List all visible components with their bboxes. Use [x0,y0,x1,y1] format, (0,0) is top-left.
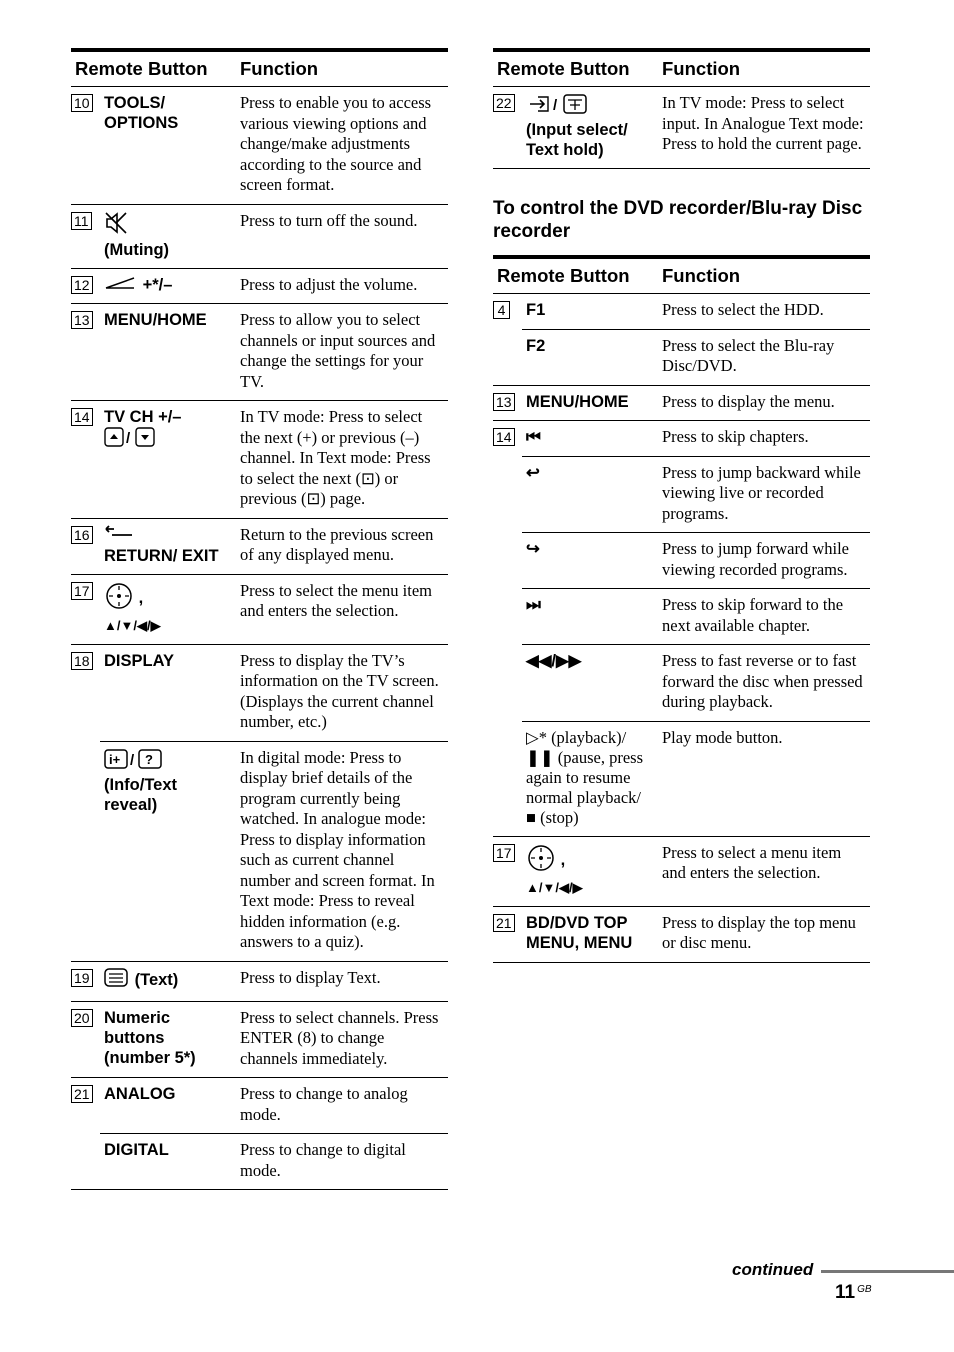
table-row [71,87,448,205]
skip-back-icon: ⏮ [526,428,541,446]
svg-text:/: / [553,97,558,114]
table-row [71,519,448,575]
svg-text:i+: i+ [109,751,121,767]
function-text: Press to enable you to access various viewing options and change/make adjustments according to the source and screen format. [240,93,432,194]
function-text: Press to skip chapters. [662,427,809,446]
row-number: 21 [493,914,515,932]
function-text: Press to select the menu item and enters the selection. [240,580,432,621]
header-remote-button: Remote Button [497,265,630,286]
table-row [71,269,448,305]
enter-circle-icon [104,581,134,616]
page-suffix: GB [857,1284,872,1295]
function-text: Press to select channels. Press ENTER (8) to change channels immediately. [240,1007,439,1068]
row-number: 11 [71,212,92,230]
function-text: Press to display the menu. [662,391,835,411]
table-row [71,401,448,519]
function-text: Press to display the top menu or disc menu. [662,912,856,952]
continued-label: continued [732,1260,814,1279]
section-title: To control the DVD recorder/Blu-ray Disc recorder [493,198,863,242]
row-number: 20 [71,1009,93,1027]
row-number: 16 [71,526,93,544]
function-text: Press to display the TV’s information on the TV screen. (Displays the current channel number, etc.) [240,650,439,732]
input-select-icon [526,93,654,120]
row-number: 10 [71,94,93,112]
row-number: 12 [71,276,93,294]
table-row [71,304,448,401]
button-name: DIGITAL [104,1141,169,1160]
table-row [71,1002,448,1079]
mute-icon [104,211,232,240]
header-function: Function [662,58,741,79]
arrow-buttons: ▲/▼/◀/▶ [526,879,583,895]
function-text: Return to the previous screen of any displayed menu. [240,524,434,565]
button-name: TV CH +/– [104,408,182,427]
table-row [493,907,870,963]
svg-text:?: ? [145,751,153,767]
button-name: (Muting) [104,240,170,259]
enter-circle-icon [526,843,556,878]
row-number: 14 [71,408,93,426]
svg-text:/: / [130,751,135,769]
text-page-up-down-icon [104,427,232,452]
table-row [71,575,448,645]
info-reveal-icon [104,748,232,775]
left-table [71,48,448,1190]
row-number: 21 [71,1085,93,1103]
row-number: 22 [493,94,515,112]
fast-reverse-forward-icon: ◀◀/▶▶ [526,652,582,670]
header-function: Function [240,58,319,79]
table-row [493,386,870,422]
row-number: 13 [493,393,515,411]
function-text: Press to jump forward while viewing recorded programs. [662,539,849,579]
arrow-buttons: ▲/▼/◀/▶ [104,617,161,633]
button-name: TOOLS/ OPTIONS [104,94,179,132]
function-text: Press to change to digital mode. [240,1140,406,1180]
row-number: 4 [493,301,510,319]
function-text: In digital mode: Press to display brief details of the program currently being watched. In analogue mode: Press to display information such as current channel number and screen format. In Text mode: Press to reveal hidden information (e.g. answers to a quiz). [240,747,435,952]
button-name: , [560,850,566,869]
jump-forward-icon: ↪ [526,540,540,558]
function-text: Press to skip forward to the next available chapter. [662,595,844,635]
table-header [493,52,870,87]
return-icon [104,525,232,546]
function-text: Press to allow you to select channels or input sources and change the settings for your TV. [240,310,436,391]
right-column [493,48,870,963]
row-number: 17 [493,844,515,862]
button-name: MENU/HOME [104,311,207,330]
header-remote-button: Remote Button [75,58,208,79]
function-text: Press to fast reverse or to fast forward the disc when pressed during playback. [662,651,863,711]
header-remote-button: Remote Button [497,58,630,79]
header-function: Function [662,265,741,286]
function-text: Press to turn off the sound. [240,210,418,230]
function-text: In TV mode: Press to select the next (+) or previous (–) channel. In Text mode: Press to select the next (⊡) or previous (⊡) page. [240,407,431,509]
table-row [493,87,870,169]
button-name: ANALOG [104,1085,176,1104]
row-number: 17 [71,582,93,600]
button-name: Numeric buttons (number 5*) [104,1008,196,1067]
skip-forward-icon: ⏭ [526,596,541,614]
button-name: F1 [526,301,546,319]
table-row [71,645,448,962]
function-text: Press to jump backward while viewing live or recorded programs. [662,462,861,523]
button-name: (Text) [134,970,179,989]
button-name: RETURN/ EXIT [104,546,219,565]
button-name: BD/DVD TOP MENU, MENU [526,913,633,952]
function-text: Press to display Text. [240,967,381,987]
function-text: Press to select a menu item and enters the selection. [662,842,842,882]
volume-icon [104,275,138,295]
row-number: 19 [71,969,93,987]
jump-back-icon: ↩ [526,463,540,482]
table-row [493,294,870,386]
table-row [71,205,448,269]
text-icon [104,968,130,993]
table-row [71,962,448,1002]
continued-rule [821,1270,954,1273]
button-name: MENU/HOME [526,392,629,411]
button-name: (Info/Text reveal) [104,775,178,814]
function-text: Press to select the HDD. [662,300,824,319]
play-pause-stop-label: ▷* (playback)/ ❚❚ (pause, press again to resume normal playback/ ■ (stop) [526,727,643,827]
row-number: 13 [71,311,93,329]
function-text: In TV mode: Press to select input. In Analogue Text mode: Press to hold the current page. [662,93,864,153]
page-number-value: 11 [835,1282,856,1303]
table-row [493,421,870,837]
button-name: F2 [526,336,546,355]
table-row [493,837,870,907]
table-header [493,259,870,294]
button-name: DISPLAY [104,651,174,670]
right-table-bottom [493,255,870,963]
row-number: 18 [71,652,93,670]
page-number [835,1282,872,1304]
row-number: 14 [493,428,515,446]
function-text: Press to adjust the volume. [240,274,418,294]
right-table-top [493,48,870,169]
function-text: Press to change to analog mode. [240,1084,408,1124]
button-name: (Input select/ Text hold) [526,121,628,159]
table-header [71,52,448,87]
button-name: +*/– [142,275,173,294]
function-text: Play mode button. [662,727,783,747]
svg-text:/: / [126,430,131,448]
button-name: , [138,588,144,607]
function-text: Press to select the Blu-ray Disc/DVD. [662,335,835,375]
table-row [71,1078,448,1190]
